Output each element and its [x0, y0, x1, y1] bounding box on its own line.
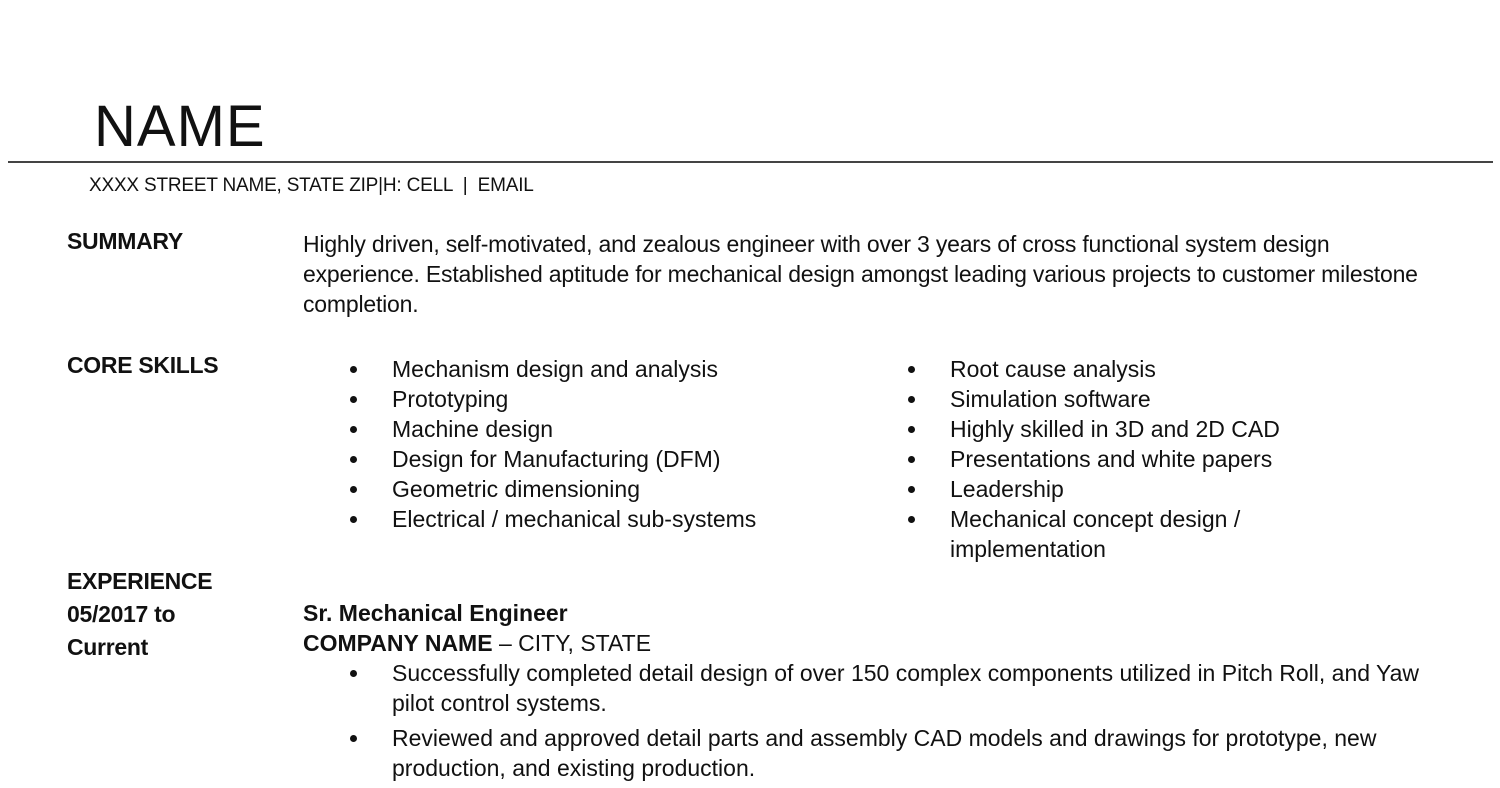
summary-text: Highly driven, self-motivated, and zealous engineer with over 3 years of cross functional system design experience. Established aptitude for mechanical design amongst leading various projects to customer milestone completion.: [303, 231, 1418, 317]
skill-text: Electrical / mechanical sub-systems: [392, 506, 757, 532]
skill-text: Presentations and white papers: [950, 446, 1273, 472]
bullet-icon: [350, 735, 357, 742]
experience-date-end: Current: [67, 634, 148, 660]
list-item: [350, 414, 870, 444]
bullet-icon: [908, 486, 915, 493]
list-item: [350, 354, 870, 384]
bullet-text: Successfully completed detail design of over 150 complex components utilized in Pitch Roll, and Yaw pilot control systems.: [392, 660, 1420, 716]
experience-bullets: [350, 658, 1430, 788]
bullet-icon: [908, 366, 915, 373]
experience-heading: EXPERIENCE: [67, 568, 213, 594]
company-name: COMPANY NAME: [303, 630, 493, 656]
bullet-icon: [908, 516, 915, 523]
bullet-icon: [350, 396, 357, 403]
skill-text: Prototyping: [392, 386, 509, 412]
resume-name: NAME: [94, 94, 266, 159]
summary-heading: SUMMARY: [67, 228, 183, 254]
list-item: [350, 384, 870, 414]
list-item: [350, 504, 870, 534]
skill-text: Leadership: [950, 476, 1064, 502]
list-item: [350, 444, 870, 474]
bullet-icon: [908, 456, 915, 463]
bullet-icon: [350, 366, 357, 373]
list-item: [908, 414, 1328, 444]
list-item: [908, 444, 1328, 474]
bullet-icon: [350, 486, 357, 493]
company-location: – CITY, STATE: [492, 630, 652, 656]
list-item: [908, 354, 1328, 384]
list-item: [350, 723, 1430, 783]
bullet-text: Reviewed and approved detail parts and assembly CAD models and drawings for prototype, new production, and existing production.: [392, 725, 1377, 781]
skill-text: Simulation software: [950, 386, 1151, 412]
bullet-icon: [350, 670, 357, 677]
experience-date-start: 05/2017 to: [67, 601, 176, 627]
list-item: [350, 658, 1430, 718]
list-item: [908, 504, 1328, 564]
contact-line: XXXX STREET NAME, STATE ZIP|H: CELL | EMAIL: [89, 175, 534, 196]
bullet-icon: [350, 516, 357, 523]
skill-text: Machine design: [392, 416, 554, 442]
skill-text: Geometric dimensioning: [392, 476, 641, 502]
list-item: [908, 474, 1328, 504]
company-line: [303, 628, 651, 658]
bullet-icon: [908, 396, 915, 403]
skill-text: Mechanism design and analysis: [392, 356, 719, 382]
skills-list-left: [350, 354, 870, 534]
bullet-icon: [350, 426, 357, 433]
bullet-icon: [908, 426, 915, 433]
job-title: Sr. Mechanical Engineer: [303, 600, 568, 626]
header-divider: [8, 161, 1493, 163]
skills-list-right: [908, 354, 1328, 564]
skill-text: Highly skilled in 3D and 2D CAD: [950, 416, 1280, 442]
skill-text: Design for Manufacturing (DFM): [392, 446, 721, 472]
skill-text: Mechanical concept design / implementation: [950, 506, 1241, 562]
list-item: [908, 384, 1328, 414]
list-item: [350, 474, 870, 504]
bullet-icon: [350, 456, 357, 463]
core-skills-heading: CORE SKILLS: [67, 352, 219, 378]
skill-text: Root cause analysis: [950, 356, 1156, 382]
